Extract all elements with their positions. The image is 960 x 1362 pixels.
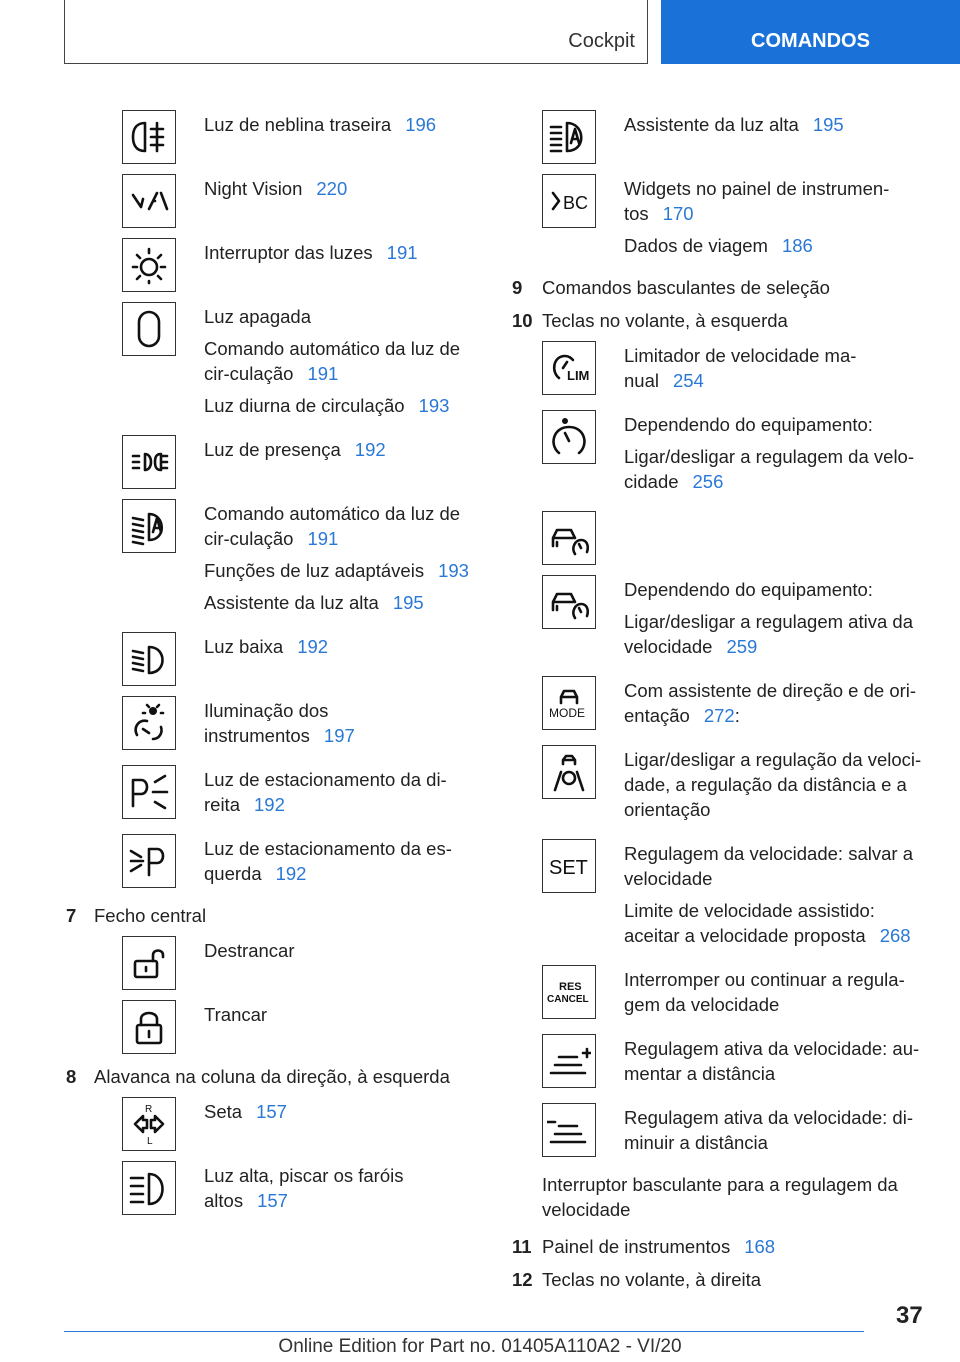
page-reference-link[interactable]: 186 (781, 235, 813, 256)
symbol-row (542, 110, 932, 164)
symbol-description: Limitador de velocidade ma-nual 254 (624, 345, 857, 391)
page-reference-link[interactable]: 220 (316, 178, 348, 199)
svg-text:CANCEL: CANCEL (547, 994, 589, 1005)
symbol-description: Seta 157 (204, 1101, 287, 1122)
symbol-description: Com assistente de direção e de ori-entação 272: (624, 680, 917, 726)
page-reference-link[interactable]: 192 (275, 863, 307, 884)
symbol-description: Destrancar (204, 940, 295, 961)
symbol-description: Dependendo do equipamento: (624, 579, 873, 600)
lights-off-icon (122, 302, 176, 356)
parking-light-right-icon (122, 765, 176, 819)
symbol-row (542, 341, 932, 400)
section-title: Cockpit (568, 30, 635, 52)
page-reference-link[interactable]: 268 (879, 925, 911, 946)
symbol-description: Comando automático da luz de cir-culação 191 (204, 503, 461, 549)
section-number: 9 (512, 277, 523, 298)
footer-edition: Online Edition for Part no. 01405A110A2 - VI/20 (278, 1336, 682, 1357)
low-beam-icon (122, 632, 176, 686)
symbol-row (542, 676, 932, 735)
section-number: 12 (512, 1269, 533, 1290)
speed-limiter-icon (542, 341, 596, 395)
symbol-description: Trancar (204, 1004, 268, 1025)
left-column (66, 110, 484, 1230)
symbol-row (542, 1034, 932, 1093)
symbol-description: Iluminação dos instrumentos 197 (204, 700, 355, 746)
set-icon (542, 839, 596, 893)
distance-plus-icon (542, 1034, 596, 1088)
symbol-row (122, 1097, 484, 1151)
active-cruise-icon-a (542, 511, 596, 565)
svg-text:MODE: MODE (549, 706, 585, 720)
svg-text:BC: BC (563, 193, 589, 213)
parking-light-left-icon (122, 834, 176, 888)
symbol-description: Luz de presença 192 (204, 439, 386, 460)
section-heading: 11 Painel de instrumentos 168 (512, 1236, 776, 1257)
res-cancel-icon (542, 965, 596, 1019)
symbol-row (542, 965, 932, 1024)
page-reference-link[interactable]: 193 (418, 395, 450, 416)
symbol-description: Assistente da luz alta 195 (624, 114, 844, 135)
distance-minus-icon (542, 1103, 596, 1157)
symbol-row (122, 936, 484, 990)
symbol-row (122, 174, 484, 228)
symbol-row (542, 575, 932, 666)
symbol-description: Luz baixa 192 (204, 636, 329, 657)
rear-fog-light-icon (122, 110, 176, 164)
turn-signal-icon (122, 1097, 176, 1151)
page-reference-link[interactable]: 191 (307, 363, 339, 384)
chapter-tab[interactable]: COMANDOS (661, 0, 960, 64)
page-reference-link[interactable]: 191 (386, 242, 418, 263)
symbol-description: Night Vision 220 (204, 178, 348, 199)
symbol-description: Luz de estacionamento da es-querda 192 (204, 838, 452, 884)
page-reference-link[interactable]: 196 (405, 114, 437, 135)
page-reference-link[interactable]: 272 (703, 705, 735, 726)
active-cruise-icon-b (542, 575, 596, 629)
parking-lights-icon (122, 435, 176, 489)
steering-assist-icon (542, 745, 596, 799)
page-number: 37 (896, 1302, 923, 1329)
symbol-description: Comando automático da luz de cir-culação 191 (204, 338, 461, 384)
symbol-row (122, 1161, 484, 1220)
symbol-row (122, 302, 484, 425)
svg-text:SET: SET (549, 857, 588, 879)
page-reference-link[interactable]: 157 (256, 1101, 287, 1122)
section-heading: 8 Alavanca na coluna da direção, à esquerda (66, 1066, 450, 1087)
symbol-row (122, 696, 484, 755)
symbol-row (542, 1103, 932, 1162)
page-reference-link[interactable]: 195 (392, 592, 424, 613)
symbol-description: Assistente da luz alta 195 (204, 592, 424, 613)
page-reference-link[interactable]: 192 (297, 636, 329, 657)
symbol-description: Luz de neblina traseira 196 (204, 114, 437, 135)
symbol-row (542, 839, 932, 955)
symbol-description: Ligar/desligar a regulação da veloci-dade, a regulação da distância e a orientação (624, 749, 922, 820)
symbol-row (122, 765, 484, 824)
symbol-description: Ligar/desligar a regulagem da velo-cidade 256 (624, 446, 915, 492)
high-beam-icon (122, 1161, 176, 1215)
header-box (64, 0, 648, 64)
section-heading: 10 Teclas no volante, à esquerda (512, 310, 788, 331)
symbol-description: Dados de viagem 186 (624, 235, 813, 256)
symbol-row (122, 110, 484, 164)
section-heading: 7 Fecho central (66, 905, 207, 926)
drive-mode-icon (542, 676, 596, 730)
auto-headlight-icon (122, 499, 176, 553)
section-heading: 12 Teclas no volante, à direita (512, 1269, 762, 1290)
symbol-row (542, 410, 932, 501)
right-column (512, 110, 932, 1300)
page-reference-link[interactable]: 192 (354, 439, 386, 460)
page-reference-link[interactable]: 256 (692, 471, 724, 492)
page-reference-link[interactable]: 168 (744, 1236, 776, 1257)
section-number: 8 (66, 1066, 77, 1087)
night-vision-icon (122, 174, 176, 228)
symbol-row (122, 1000, 484, 1054)
symbol-description: Widgets no painel de instrumen-tos 170 (624, 178, 890, 224)
page-reference-link[interactable]: 193 (438, 560, 469, 581)
symbol-description: Regulagem ativa da velocidade: di-minuir a distância (624, 1107, 913, 1153)
page-reference-link[interactable]: 191 (307, 528, 339, 549)
rocker-switch-note: Interruptor basculante para a regulagem da velocidade (542, 1174, 898, 1220)
instrument-lighting-icon (122, 696, 176, 750)
svg-text:RES: RES (559, 981, 582, 993)
svg-text:R: R (145, 1104, 153, 1115)
symbol-description: Luz apagada (204, 306, 311, 327)
page-reference-link[interactable]: 197 (323, 725, 355, 746)
symbol-row (122, 499, 484, 622)
symbol-description: Interruptor das luzes 191 (204, 242, 418, 263)
symbol-description: Limite de velocidade assistido: aceitar a velocidade proposta 268 (624, 900, 911, 946)
lock-icon (122, 1000, 176, 1054)
page-reference-link[interactable]: 192 (254, 794, 285, 815)
symbol-row (122, 238, 484, 292)
symbol-row (122, 834, 484, 893)
page-reference-link[interactable]: 170 (662, 203, 694, 224)
light-switch-icon (122, 238, 176, 292)
symbol-description: Regulagem ativa da velocidade: au-mentar a distância (624, 1038, 920, 1084)
symbol-row (542, 174, 932, 265)
svg-text:LIM: LIM (567, 368, 590, 383)
page-reference-link[interactable]: 195 (812, 114, 844, 135)
page-reference-link[interactable]: 254 (672, 370, 704, 391)
svg-text:L: L (147, 1136, 153, 1146)
symbol-row (542, 511, 932, 565)
section-number: 11 (512, 1236, 532, 1257)
symbol-description: Luz de estacionamento da di-reita 192 (204, 769, 447, 815)
high-beam-assistant-icon (542, 110, 596, 164)
symbol-description: Funções de luz adaptáveis 193 (204, 560, 469, 581)
symbol-row (542, 745, 932, 829)
page-reference-link[interactable]: 259 (726, 636, 758, 657)
bc-widgets-icon (542, 174, 596, 228)
symbol-row (122, 632, 484, 686)
symbol-description: Interromper ou continuar a regula-gem da velocidade (624, 969, 905, 1015)
symbol-description: Regulagem da velocidade: salvar a velocidade (624, 843, 913, 889)
symbol-row (122, 435, 484, 489)
symbol-description: Luz alta, piscar os faróis altos 157 (204, 1165, 404, 1211)
footer-divider (64, 1331, 864, 1332)
symbol-description: Dependendo do equipamento: (624, 414, 873, 435)
section-number: 10 (512, 310, 533, 331)
unlock-icon (122, 936, 176, 990)
cruise-control-icon (542, 410, 596, 464)
page-reference-link[interactable]: 157 (257, 1190, 288, 1211)
symbol-description: Ligar/desligar a regulagem ativa da velocidade 259 (624, 611, 913, 657)
symbol-description: Luz diurna de circulação 193 (204, 395, 450, 416)
section-number: 7 (66, 905, 77, 926)
section-heading: 9 Comandos basculantes de seleção (512, 277, 830, 298)
